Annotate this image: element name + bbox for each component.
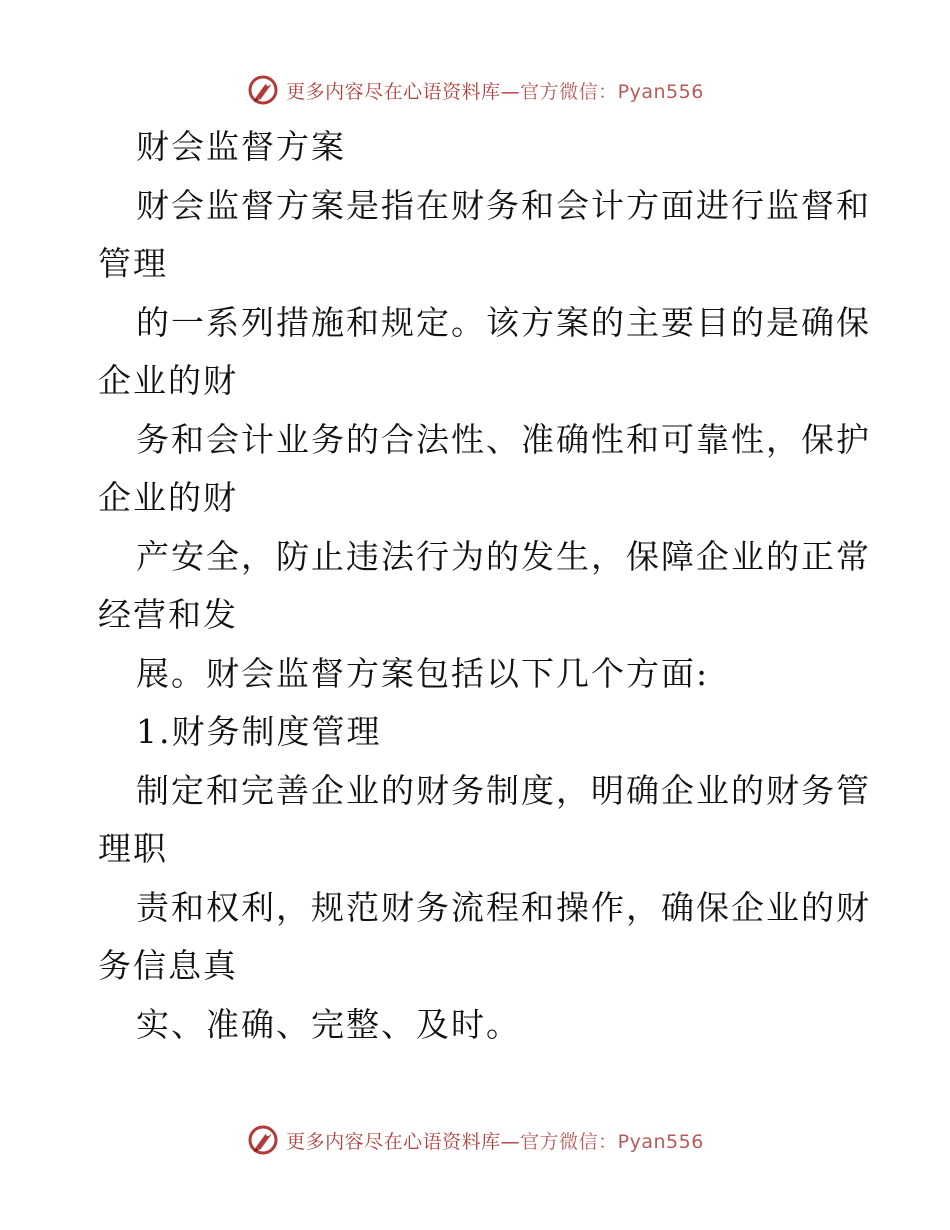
header-banner-dash: — bbox=[500, 80, 521, 103]
document-body bbox=[98, 118, 871, 1054]
paragraph-line: 经营和发 bbox=[98, 595, 238, 634]
paragraph-line: 务和会计业务的合法性、准确性和可靠性，保护 bbox=[136, 419, 871, 459]
paragraph-line: 产安全，防止违法行为的发生，保障企业的正常 bbox=[136, 536, 871, 576]
paragraph-line: 务信息真 bbox=[98, 946, 238, 985]
paragraph-line: 展。财会监督方案包括以下几个方面: bbox=[136, 653, 710, 693]
paragraph-line: 企业的财 bbox=[98, 478, 238, 517]
footer-banner-dash: — bbox=[500, 1130, 521, 1153]
footer-banner-wechat: 官方微信：Pyan556 bbox=[520, 1130, 704, 1153]
pen-logo-icon bbox=[246, 1123, 280, 1157]
pen-logo-icon bbox=[246, 73, 280, 107]
paragraph-line: 责和权利，规范财务流程和操作，确保企业的财 bbox=[136, 887, 871, 927]
paragraph-line: 企业的财 bbox=[98, 361, 238, 400]
paragraph-line: 的一系列措施和规定。该方案的主要目的是确保 bbox=[136, 302, 871, 342]
paragraph-line: 制定和完善企业的财务制度，明确企业的财务管 bbox=[136, 770, 871, 810]
header-banner-text bbox=[286, 77, 704, 104]
paragraph-line: 管理 bbox=[98, 244, 168, 283]
document-title: 财会监督方案 bbox=[136, 127, 346, 166]
header-banner-wechat: 官方微信：Pyan556 bbox=[520, 80, 704, 103]
footer-banner-text bbox=[286, 1127, 704, 1154]
footer-banner bbox=[0, 1120, 950, 1160]
footer-banner-main: 更多内容尽在心语资料库 bbox=[286, 1130, 501, 1153]
paragraph-line: 实、准确、完整、及时。 bbox=[136, 1004, 521, 1044]
header-banner bbox=[0, 70, 950, 110]
section-heading: 1.财务制度管理 bbox=[136, 712, 382, 751]
header-banner-main: 更多内容尽在心语资料库 bbox=[286, 80, 501, 103]
paragraph-line: 理职 bbox=[98, 829, 168, 868]
paragraph-line: 财会监督方案是指在财务和会计方面进行监督和 bbox=[136, 185, 871, 225]
